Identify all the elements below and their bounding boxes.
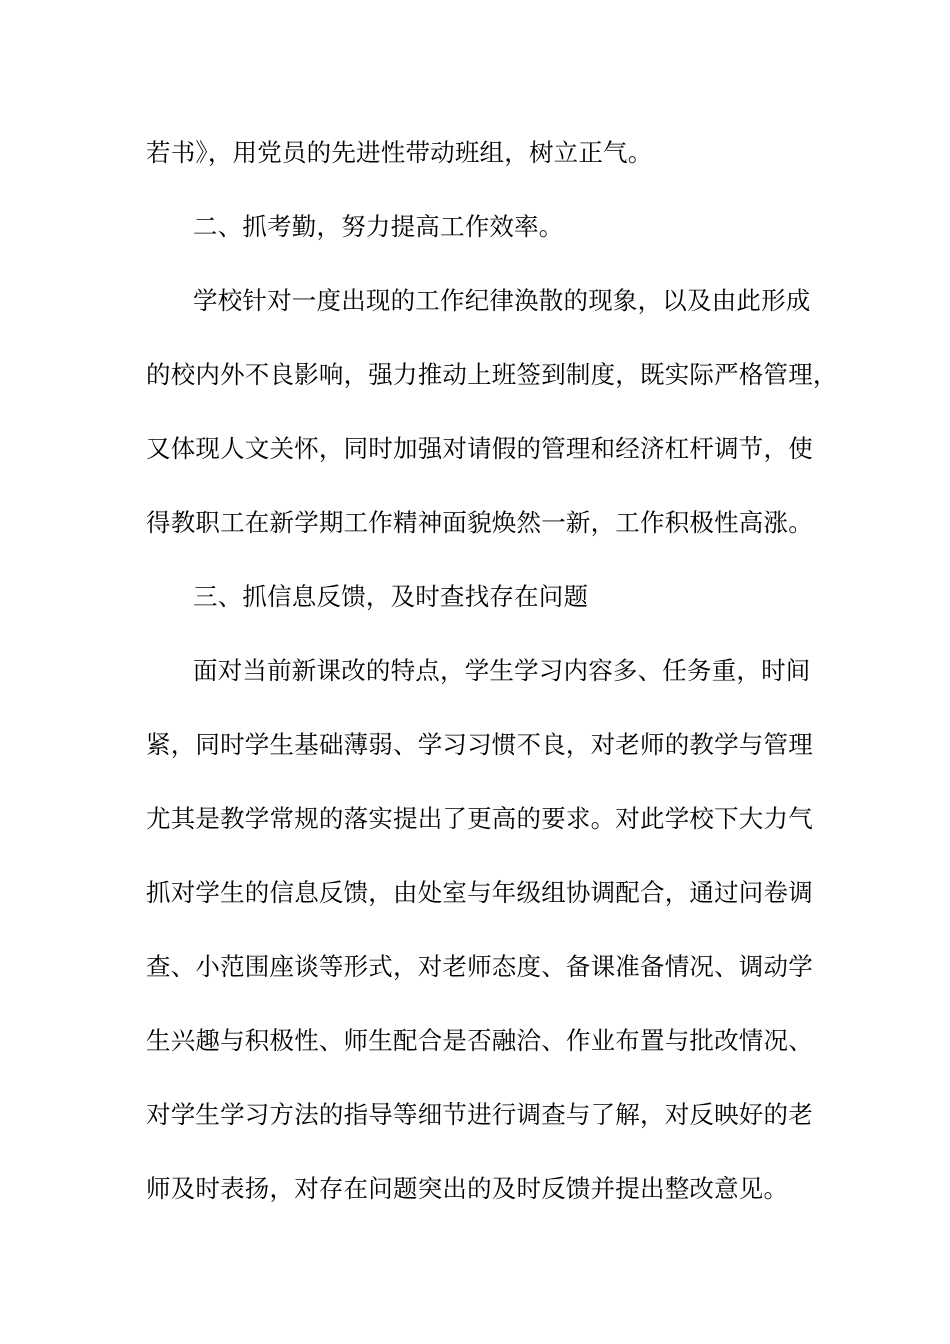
- paragraph-line: 紧，同时学生基础薄弱、学习习惯不良，对老师的教学与管理: [146, 730, 813, 759]
- section-heading-3: 三、抓信息反馈，及时查找存在问题: [193, 582, 589, 611]
- paragraph-line: 面对当前新课改的特点，学生学习内容多、任务重，时间: [193, 656, 811, 685]
- paragraph-line: 尤其是教学常规的落实提出了更高的要求。对此学校下大力气: [146, 804, 813, 833]
- paragraph-line: 得教职工在新学期工作精神面貌焕然一新，工作积极性高涨。: [146, 508, 813, 537]
- paragraph-line: 查、小范围座谈等形式，对老师态度、备课准备情况、调动学: [146, 952, 813, 981]
- paragraph-line: 的校内外不良影响，强力推动上班签到制度，既实际严格管理，: [146, 360, 838, 389]
- paragraph-line: 对学生学习方法的指导等细节进行调查与了解，对反映好的老: [146, 1100, 813, 1129]
- paragraph-continuation-line: 若书》，用党员的先进性带动班组，树立正气。: [146, 138, 653, 167]
- paragraph-line: 又体现人文关怀，同时加强对请假的管理和经济杠杆调节，使: [146, 434, 813, 463]
- paragraph-line: 学校针对一度出现的工作纪律涣散的现象，以及由此形成: [193, 286, 811, 315]
- paragraph-line: 师及时表扬，对存在问题突出的及时反馈并提出整改意见。: [146, 1174, 789, 1203]
- section-heading-2: 二、抓考勤，努力提高工作效率。: [193, 212, 564, 241]
- paragraph-line: 抓对学生的信息反馈，由处室与年级组协调配合，通过问卷调: [146, 878, 813, 907]
- paragraph-line: 生兴趣与积极性、师生配合是否融洽、作业布置与批改情况、: [146, 1026, 813, 1055]
